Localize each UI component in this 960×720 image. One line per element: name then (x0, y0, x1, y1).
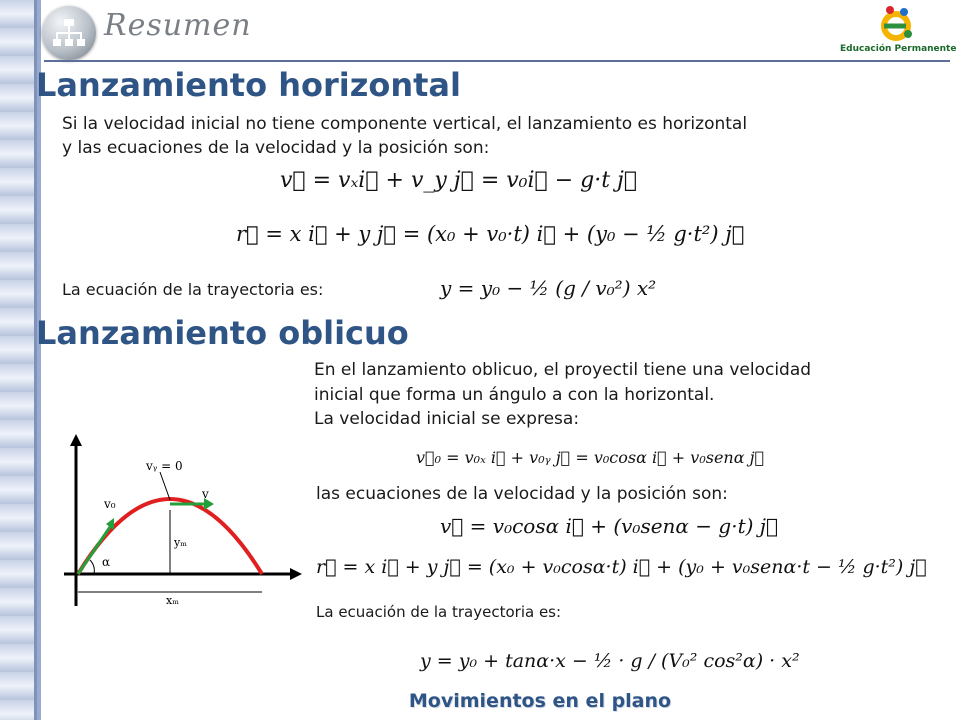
decorative-left-bar (0, 0, 37, 720)
trajectory-label-horizontal: La ecuación de la trayectoria es: (62, 280, 324, 299)
label-vy: vᵧ = 0 (146, 459, 183, 473)
oblique-text-line-3: La velocidad inicial se expresa: (314, 409, 580, 429)
equation-velocity-horizontal: v⃗ = vₓi⃗ + v_y j⃗ = v₀i⃗ − g·t j⃗ (280, 168, 638, 193)
label-ym: yₘ (174, 536, 187, 549)
footer-title: Movimientos en el plano (408, 690, 672, 712)
brand-text: Educación Permanente (840, 44, 957, 54)
header-divider (44, 60, 950, 62)
label-v0: v₀ (104, 497, 116, 511)
oblique-text-line-1: En el lanzamiento oblicuo, el proyectil tiene una velocidad (314, 360, 812, 380)
x-axis-arrow-icon (290, 568, 302, 580)
intro-text-line-1: Si la velocidad inicial no tiene componente vertical, el lanzamiento es horizontal (62, 114, 748, 134)
decorative-left-stripe (37, 0, 41, 720)
sitemap-logo-icon (42, 6, 96, 60)
alpha-arc (90, 560, 94, 574)
section-title-oblique: Lanzamiento oblicuo (36, 314, 409, 352)
trajectory-label-oblique: La ecuación de la trayectoria es: (316, 603, 562, 621)
intro-text-line-2: y las ecuaciones de la velocidad y la posición son: (62, 138, 490, 158)
equation-velocity-oblique: v⃗ = v₀cosα i⃗ + (v₀senα − g·t) j⃗ (440, 514, 778, 538)
oblique-equations-label: las ecuaciones de la velocidad y la posición son: (316, 484, 728, 504)
equation-initial-velocity: v⃗₀ = v₀ₓ i⃗ + v₀ᵧ j⃗ = v₀cosα i⃗ + v₀senα j⃗ (416, 448, 765, 467)
label-xm: xₘ (166, 594, 179, 607)
y-axis-arrow-icon (70, 434, 82, 446)
oblique-text-line-2: inicial que forma un ángulo a con la horizontal. (314, 385, 715, 405)
equation-trajectory-horizontal: y = y₀ − ½ (g / v₀²) x² (440, 276, 657, 300)
footer (0, 690, 960, 712)
projectile-diagram (50, 432, 308, 620)
section-title-horizontal: Lanzamiento horizontal (36, 66, 461, 104)
equation-position-oblique: r⃗ = x i⃗ + y j⃗ = (x₀ + v₀cosα·t) i⃗ + (y₀ + v₀senα·t − ½ g·t²) j⃗ (316, 556, 927, 578)
header-title: Resumen (104, 8, 252, 43)
vy-pointer (160, 472, 170, 500)
equation-trajectory-oblique: y = y₀ + tanα·x − ½ · g / (V₀² cos²α) · x² (420, 650, 800, 672)
equation-position-horizontal: r⃗ = x i⃗ + y j⃗ = (x₀ + v₀·t) i⃗ + (y₀ − ½ g·t²) j⃗ (236, 222, 745, 246)
label-v: v (202, 487, 209, 501)
label-alpha: α (102, 555, 111, 569)
